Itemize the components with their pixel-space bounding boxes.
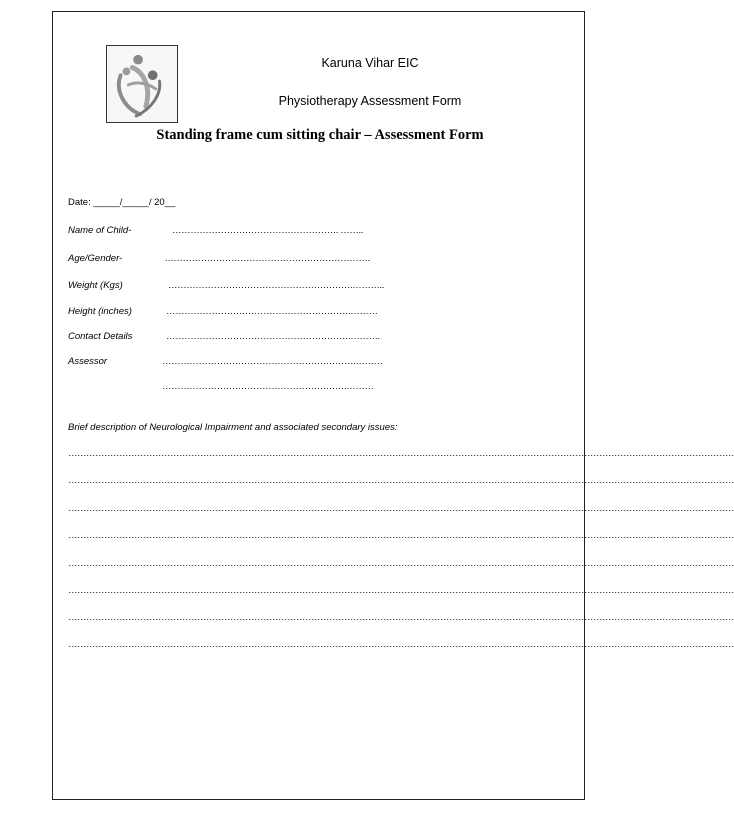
assessor-field[interactable]: ……………………………………………………….……… [162,356,383,367]
form-name: Physiotherapy Assessment Form [278,94,462,108]
age-gender-field[interactable]: .…………………………………………………………. [165,253,370,264]
description-line[interactable]: …………………………………………………………………………………………………………………………………………………………………………………………………… [68,530,734,541]
description-line[interactable]: …………………………………………………………………………………………………………………………………………………………………………………………………… [68,558,734,569]
name-of-child-label: Name of Child- [68,225,132,236]
description-heading: Brief description of Neurological Impairment and associated secondary issues: [68,422,398,433]
description-line[interactable]: …………………………………………………………………………………………………………………………………………………………………………………………………… [68,475,734,486]
logo [106,45,178,123]
weight-field[interactable]: …………………………………………………….……….. [168,280,385,291]
description-line[interactable]: …………………………………………………………………………………………………………………………………………………………………………………………………… [68,448,734,459]
assessor-label: Assessor [68,356,108,367]
org-name: Karuna Vihar EIC [321,56,419,70]
weight-label: Weight (Kgs) [68,280,123,291]
assessor-extra-field[interactable]: …………………………………………………….……… [162,381,374,392]
name-of-child-field[interactable]: ………………………………………………. …….. [172,225,363,236]
description-line[interactable]: …………………………………………………………………………………………………………………………………………………………………………………………………… [68,612,734,623]
age-gender-label: Age/Gender- [68,253,123,264]
description-line[interactable]: …………………………………………………………………………………………………………………………………………………………………………………………………… [68,503,734,514]
height-field[interactable]: …………………………………………………….……… [166,306,378,317]
date-field[interactable]: Date: _____/_____/ 20__ [68,197,176,208]
contact-details-field[interactable]: …………………………………………………….………. [166,331,380,342]
description-line[interactable]: …………………………………………………………………………………………………………………………………………………………………………………………………… [68,585,734,596]
height-label: Height (inches) [68,306,132,317]
form-title: Standing frame cum sitting chair – Assessment Form [156,127,484,143]
karuna-vihar-logo-icon [107,46,177,122]
contact-details-label: Contact Details [68,331,133,342]
description-line[interactable]: …………………………………………………………………………………………………………………………………………………………………………………………………… [68,639,734,650]
